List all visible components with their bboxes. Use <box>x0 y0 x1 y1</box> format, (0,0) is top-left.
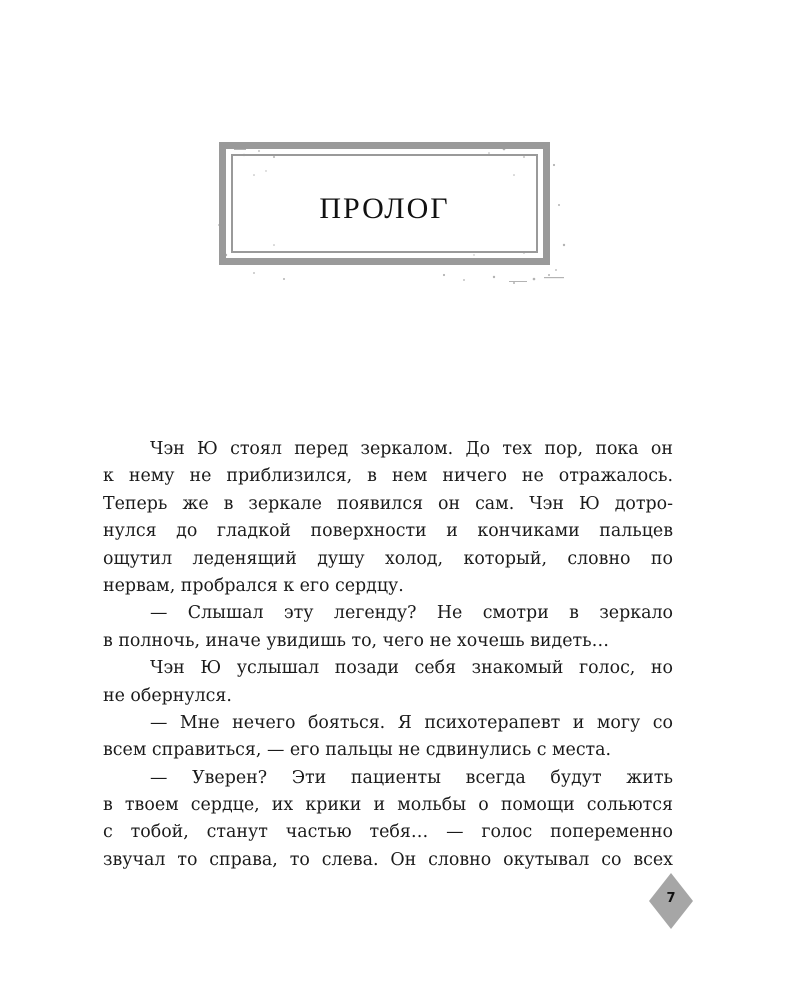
text-line: Чэн Ю стоял перед зеркалом. До тех пор, пока он <box>150 439 673 459</box>
chapter-title-frame <box>219 142 550 265</box>
text-line: к нему не приблизился, в нем ничего не отражалось. <box>103 466 673 487</box>
text-line: нулся до гладкой поверхности и кончиками пальцев <box>103 521 673 542</box>
text-line: звучал то справа, то слева. Он словно окутывал со всех <box>103 849 673 870</box>
page-number-badge <box>648 872 694 930</box>
text-line: ощутил леденящий душу холод, который, словно по <box>103 548 673 569</box>
text-line: Чэн Ю услышал позади себя знакомый голос, но <box>150 658 673 679</box>
text-line: Теперь же в зеркале появился он сам. Чэн Ю дотро- <box>103 493 673 514</box>
text-line: с тобой, станут частью тебя… — голос попеременно <box>103 822 673 843</box>
text-line: — Мне нечего бояться. Я психотерапевт и могу со <box>150 712 673 733</box>
text-line: всем справиться, — его пальцы не сдвинулись с места. <box>103 740 612 761</box>
text-line: — Слышал эту легенду? Не смотри в зеркало <box>150 603 673 624</box>
page-number: 7 <box>666 891 676 906</box>
text-line: не обернулся. <box>103 685 232 706</box>
text-line: в твоем сердце, их крики и мольбы о помощи сольются <box>103 795 673 816</box>
text-line: нервам, пробрался к его сердцу. <box>103 575 404 596</box>
chapter-title: ПРОЛОГ <box>319 192 450 225</box>
text-line: в полночь, иначе увидишь то, чего не хочешь видеть… <box>103 630 610 651</box>
text-line: — Уверен? Эти пациенты всегда будут жить <box>150 767 673 788</box>
body-text <box>103 436 673 874</box>
